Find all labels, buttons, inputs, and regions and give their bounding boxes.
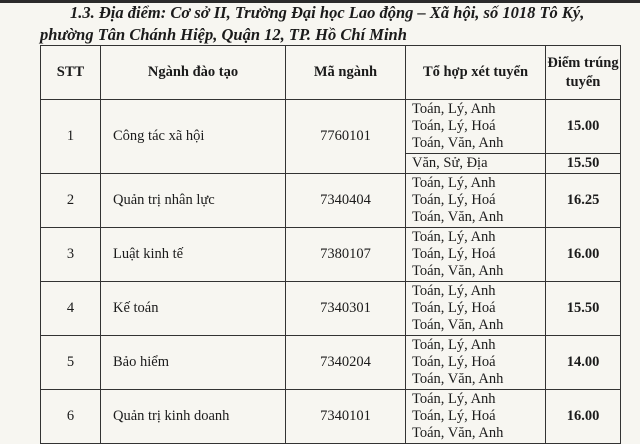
cell-score: 15.00	[546, 100, 621, 154]
combo-line: Toán, Văn, Anh	[412, 371, 504, 387]
cell-combos	[406, 282, 546, 336]
cell-score: 15.50	[546, 282, 621, 336]
cell-combos	[406, 154, 546, 174]
combo-line: Toán, Văn, Anh	[412, 317, 504, 333]
combo-line: Toán, Văn, Anh	[412, 135, 504, 151]
combo-line: Toán, Lý, Anh	[412, 175, 496, 191]
combo-line: Toán, Lý, Hoá	[412, 408, 496, 424]
combo-line: Toán, Văn, Anh	[412, 425, 504, 441]
cell-score: 14.00	[546, 336, 621, 390]
cell-code: 7340301	[286, 282, 406, 336]
cell-score: 15.50	[546, 154, 621, 174]
cell-code: 7340204	[286, 336, 406, 390]
header-score-line-2: tuyển	[565, 73, 601, 90]
cell-combos	[406, 228, 546, 282]
combo-line: Toán, Văn, Anh	[412, 209, 504, 225]
combo-line: Toán, Lý, Anh	[412, 391, 496, 407]
combo-line: Toán, Lý, Hoá	[412, 118, 496, 134]
cell-code: 7340101	[286, 390, 406, 444]
admission-score-table	[40, 45, 621, 444]
cell-major: Công tác xã hội	[101, 100, 286, 174]
header-stt: STT	[41, 46, 101, 100]
table-row	[41, 228, 621, 282]
combo-line: Văn, Sử, Địa	[412, 155, 488, 171]
section-heading-line-1: 1.3. Địa điểm: Cơ sở II, Trường Đại học Lao động – Xã hội, số 1018 Tô Ký,	[70, 3, 585, 22]
cell-code: 7340404	[286, 174, 406, 228]
table-row	[41, 100, 621, 154]
table-row	[41, 282, 621, 336]
cell-combos	[406, 336, 546, 390]
cell-stt: 1	[41, 100, 101, 174]
table-row	[41, 390, 621, 444]
combo-line: Toán, Lý, Hoá	[412, 192, 496, 208]
cell-combos	[406, 174, 546, 228]
cell-combos	[406, 390, 546, 444]
cell-code: 7380107	[286, 228, 406, 282]
combo-line: Toán, Lý, Anh	[412, 337, 496, 353]
header-score	[546, 46, 621, 100]
combo-line: Toán, Văn, Anh	[412, 263, 504, 279]
cell-stt: 6	[41, 390, 101, 444]
table-header-row	[41, 46, 621, 100]
combo-line: Toán, Lý, Hoá	[412, 354, 496, 370]
cell-combos	[406, 100, 546, 154]
header-major: Ngành đào tạo	[101, 46, 286, 100]
cell-major: Kế toán	[101, 282, 286, 336]
cell-score: 16.00	[546, 390, 621, 444]
combo-line: Toán, Lý, Anh	[412, 229, 496, 245]
cell-major: Quản trị nhân lực	[101, 174, 286, 228]
table-row	[41, 174, 621, 228]
combo-line: Toán, Lý, Anh	[412, 101, 496, 117]
combo-line: Toán, Lý, Hoá	[412, 300, 496, 316]
cell-score: 16.25	[546, 174, 621, 228]
cell-code: 7760101	[286, 100, 406, 174]
header-score-line-1: Điểm trúng	[547, 54, 619, 71]
combo-line: Toán, Lý, Anh	[412, 283, 496, 299]
cell-major: Quản trị kinh doanh	[101, 390, 286, 444]
cell-score: 16.00	[546, 228, 621, 282]
cell-major: Bảo hiểm	[101, 336, 286, 390]
cell-stt: 4	[41, 282, 101, 336]
section-heading-line-2: phường Tân Chánh Hiệp, Quận 12, TP. Hồ Chí Minh	[40, 25, 407, 44]
cell-stt: 2	[41, 174, 101, 228]
cell-stt: 3	[41, 228, 101, 282]
header-code: Mã ngành	[286, 46, 406, 100]
header-combo: Tổ hợp xét tuyển	[406, 46, 546, 100]
cell-major: Luật kinh tế	[101, 228, 286, 282]
combo-line: Toán, Lý, Hoá	[412, 246, 496, 262]
cell-stt: 5	[41, 336, 101, 390]
table-row	[41, 336, 621, 390]
